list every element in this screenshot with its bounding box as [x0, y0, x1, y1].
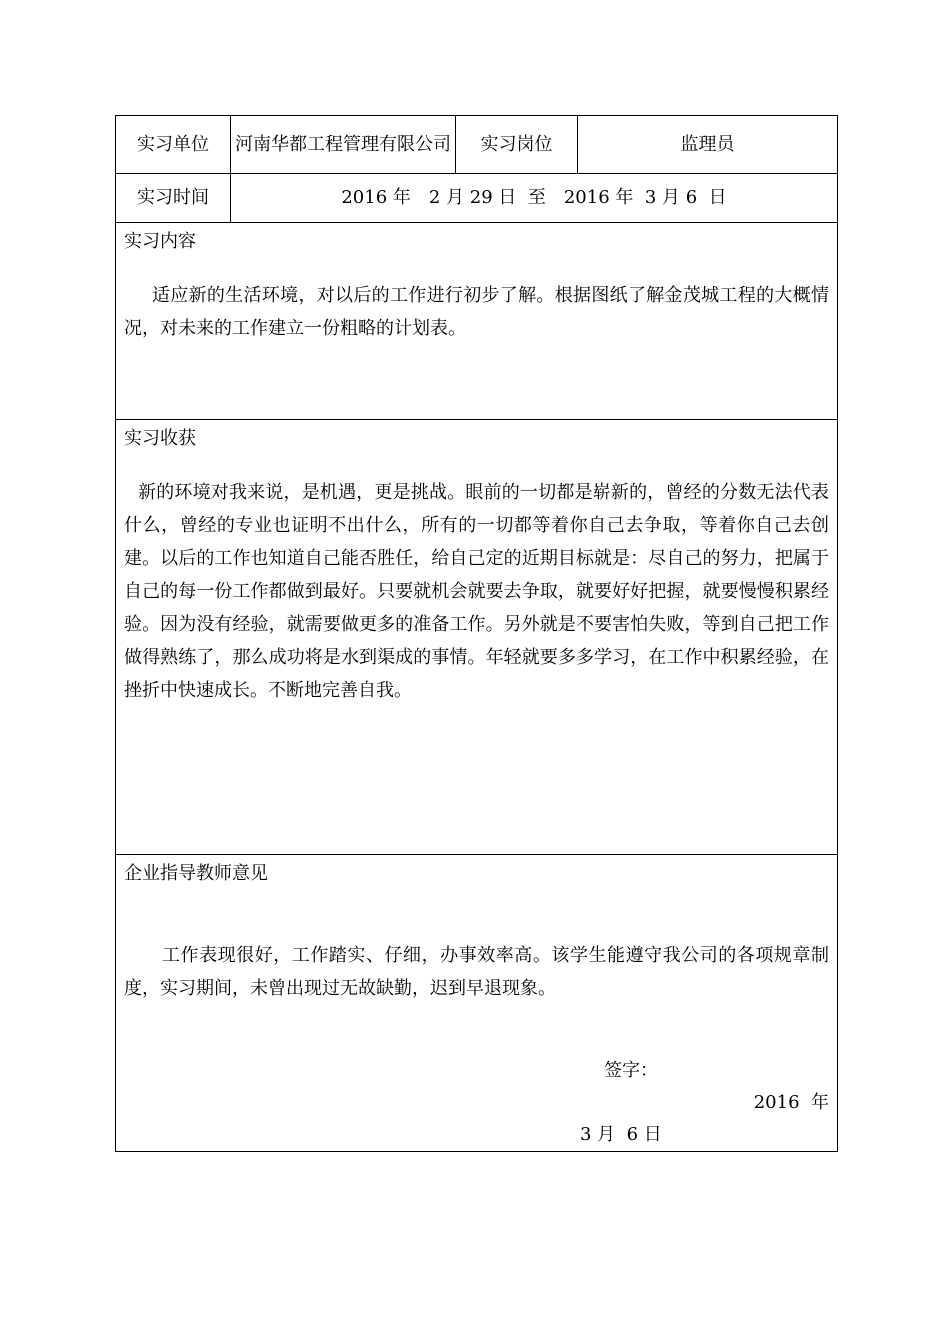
time-label: 实习时间	[116, 174, 231, 223]
internship-record-sheet	[115, 115, 837, 1152]
gains-title: 实习收获	[124, 428, 196, 449]
gains-section	[116, 420, 838, 855]
time-value: 2016 年 2 月 29 日 至 2016 年 3 月 6 日	[231, 174, 838, 223]
opinion-section	[116, 855, 838, 1152]
content-section	[116, 223, 838, 420]
row-time	[116, 174, 838, 223]
row-unit-post	[116, 116, 838, 174]
gains-body: 新的环境对我来说，是机遇，更是挑战。眼前的一切都是崭新的，曾经的分数无法代表什么，曾经的专业也证明不出什么，所有的一切都等着你自己去争取，等着你自己去创建。以后的工作也知道自己能否胜任，给自己定的近期目标就是：尽自己的努力，把属于自己的每一份工作都做到最好。只要就机会就要去争取，就要好好把握，就要慢慢积累经验。因为没有经验，就需要做更多的准备工作。另外就是不要害怕失败，等到自己把工作做得熟练了，那么成功将是水到渠成的事情。年轻就要多多学习，在工作中积累经验，在挫折中快速成长。不断地完善自我。	[124, 482, 829, 701]
post-value: 监理员	[578, 116, 838, 174]
internship-record-table	[115, 115, 838, 1152]
post-label: 实习岗位	[456, 116, 578, 174]
content-body: 适应新的生活环境，对以后的工作进行初步了解。根据图纸了解金茂城工程的大概情况，对未来的工作建立一份粗略的计划表。	[124, 285, 829, 339]
signature-date: 3 月 6 日	[580, 1124, 662, 1145]
row-opinion	[116, 855, 838, 1152]
row-content	[116, 223, 838, 420]
signature-year: 2016 年	[753, 1092, 829, 1113]
opinion-body: 工作表现很好，工作踏实、仔细，办事效率高。该学生能遵守我公司的各项规章制度，实习期间，未曾出现过无故缺勤，迟到早退现象。	[124, 945, 829, 999]
content-title: 实习内容	[124, 231, 196, 252]
unit-value: 河南华都工程管理有限公司	[231, 116, 456, 174]
row-gains	[116, 420, 838, 855]
signature-label: 签字：	[604, 1060, 658, 1081]
unit-label: 实习单位	[116, 116, 231, 174]
opinion-title: 企业指导教师意见	[124, 863, 268, 884]
